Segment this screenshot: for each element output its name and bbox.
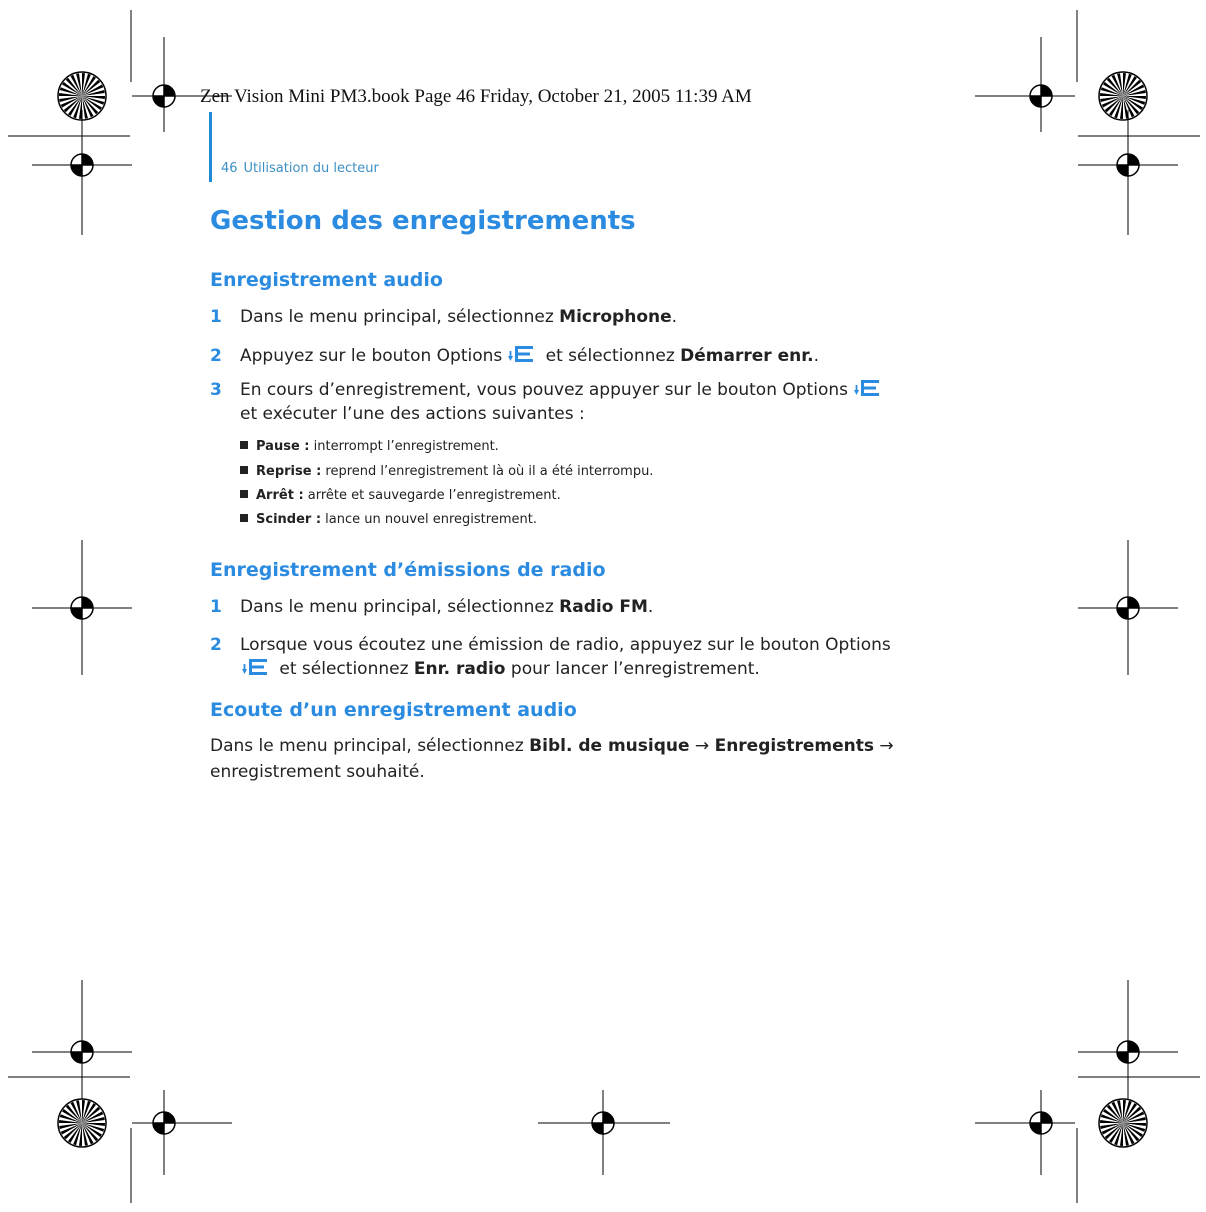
options-icon bbox=[240, 657, 270, 677]
starburst-icon-top-right bbox=[1099, 72, 1147, 120]
section-heading-audio: Enregistrement audio bbox=[210, 269, 443, 291]
section-heading-listen: Ecoute d’un enregistrement audio bbox=[210, 699, 577, 721]
registration-mark-icon bbox=[71, 597, 93, 619]
bullet-square-icon bbox=[240, 514, 248, 522]
book-header-line: Zen Vision Mini PM3.book Page 46 Friday, October 21, 2005 11:39 AM bbox=[200, 86, 752, 107]
starburst-icon-bottom-left bbox=[58, 1099, 106, 1147]
list-item: Arrêt : arrête et sauvegarde l’enregistrement. bbox=[240, 488, 561, 503]
registration-mark-icon bbox=[1117, 154, 1139, 176]
page-title: Gestion des enregistrements bbox=[210, 206, 636, 236]
list-item: Reprise : reprend l’enregistrement là où il a été interrompu. bbox=[240, 464, 653, 479]
registration-mark-icon bbox=[592, 1112, 614, 1134]
list-item: Scinder : lance un nouvel enregistrement. bbox=[240, 512, 537, 527]
registration-mark-icon bbox=[1030, 1112, 1052, 1134]
options-icon bbox=[852, 378, 882, 398]
registration-mark-icon bbox=[153, 1112, 175, 1134]
options-icon bbox=[506, 344, 536, 364]
running-title: Utilisation du lecteur bbox=[243, 161, 379, 176]
bullet-square-icon bbox=[240, 490, 248, 498]
registration-mark-icon bbox=[1030, 85, 1052, 107]
registration-mark-icon bbox=[71, 154, 93, 176]
section-heading-radio: Enregistrement d’émissions de radio bbox=[210, 559, 606, 581]
page-number: 46 bbox=[221, 161, 238, 176]
registration-mark-icon bbox=[1117, 597, 1139, 619]
bullet-square-icon bbox=[240, 441, 248, 449]
registration-mark-icon bbox=[1117, 1041, 1139, 1063]
registration-mark-icon bbox=[71, 1041, 93, 1063]
bullet-square-icon bbox=[240, 466, 248, 474]
starburst-icon-bottom-right bbox=[1099, 1099, 1147, 1147]
list-item: Pause : interrompt l’enregistrement. bbox=[240, 439, 499, 454]
running-head bbox=[221, 161, 385, 176]
listen-instructions: Dans le menu principal, sélectionnez Bibl. de musique → Enregistrements → enregistrement souhaité. bbox=[210, 736, 894, 782]
registration-mark-icon bbox=[153, 85, 175, 107]
margin-rule bbox=[209, 112, 212, 182]
